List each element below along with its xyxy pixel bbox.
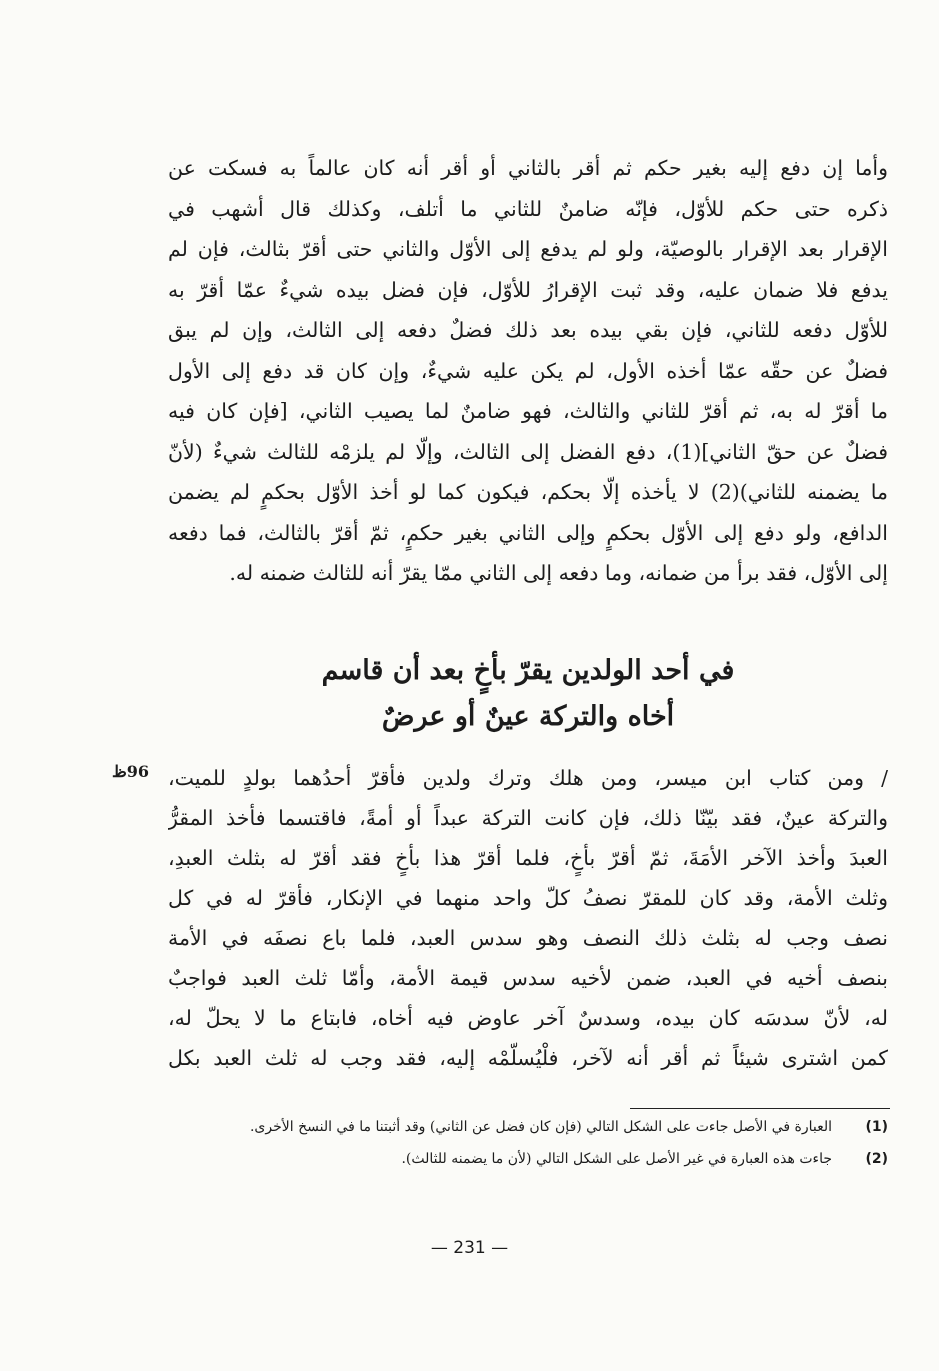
paragraph-1 (168, 148, 888, 594)
text-line: وأما إن دفع إليه بغير حكم ثم أقر بالثاني أو أقر أنه كان عالماً به فسكت عن (168, 156, 888, 180)
footnotes (168, 1114, 888, 1178)
text-line: للأوّل دفعه للثاني، فإن بقي بيده بعد ذلك فضلٌ دفعه إلى الثالث، وإن لم يبق (168, 318, 888, 342)
text-line: إلى الأوّل، فقد برأ من ضمانه، وما دفعه إلى الثاني ممّا يقرّ أنه للثالث ضمنه له. (229, 561, 888, 585)
heading-line: في أحد الولدين يقرّ بأخٍ بعد أن قاسم (321, 655, 735, 686)
text-line: ما يضمنه للثاني)(2) لا يأخذه إلّا بحكم، فيكون كما لو أخذ الأوّل بحكمٍ لم يضمن (168, 480, 888, 504)
text-line: ما أقرّ له به، ثم أقرّ للثاني والثالث، فهو ضامنٌ لما يصيب الثاني، [فإن كان فيه (168, 399, 888, 423)
footnote (168, 1146, 888, 1172)
text-line: الإقرار بعد الإقرار بالوصيّة، ولو لم يدفع إلى الأوّل والثاني حتى أقرّ بثالث، فإن لم (168, 237, 888, 261)
footnote-number: (2) (865, 1151, 888, 1167)
page-number: — 231 — (430, 1238, 509, 1258)
footnote-text: العبارة في الأصل جاءت على الشكل التالي (فإن كان فضل عن الثاني) وقد أثبتنا ما في النسخ الأخرى. (249, 1119, 832, 1135)
text-line: نصف وجب له بثلث ذلك النصف وهو سدس العبد، فلما باع نصفَه في الأمة (168, 926, 888, 950)
text-line: ذكره حتى حكم للأوّل، فإنّه ضامنٌ للثاني ما أتلف، وكذلك قال أشهب في (168, 196, 888, 221)
text-line: والتركة عينٌ، فقد بيّنّا ذلك، فإن كانت التركة عبداً أو أمةً، فاقتسما فأخذ المقرُّ (168, 806, 888, 830)
text-line: وثلث الأمة، وقد كان للمقرّ نصفُ كلّ واحد منهما في الإنكار، فأقرّ له في كل (168, 886, 888, 910)
text-line: يدفع فلا ضمان عليه، وقد ثبت الإقرارُ للأوّل، فإن فضل بيده شيءٌ عمّا أقرّ به (168, 277, 888, 302)
footnote-number: (1) (865, 1119, 888, 1135)
text-line: له، لأنّ سدسَه كان بيده، وسدسٌ آخر عاوض فيه أخاه، فابتاع ما لا يحلّ له، (168, 1006, 888, 1030)
text-line: فضلٌ عن حقّه عمّا أخذه الأول، لم يكن عليه شيءٌ، وإن كان قد دفع إلى الأول (168, 358, 888, 383)
footnote-text: جاءت هذه العبارة في غير الأصل على الشكل التالي (لأن ما يضمنه للثالث). (401, 1151, 832, 1167)
footnote (168, 1114, 888, 1140)
manuscript-folio-marker: 96ظ (112, 762, 150, 781)
heading-line: أخاه والتركة عينٌ أو عرضٌ (381, 701, 675, 732)
text-line: / ومن كتاب ابن ميسر، ومن هلك وترك ولدين فأقرّ أحدُهما بولدٍ للميت، (168, 766, 888, 790)
text-line: الدافع، ولو دفع إلى الأوّل بحكمٍ وإلى الثاني بغير حكمٍ، ثمّ أقرّ بالثالث، فما دفعه (168, 520, 888, 545)
text-line: العبدَ وأخذ الآخر الأمَةَ، ثمّ أقرّ بأخٍ، فلما أقرّ هذا بأخٍ فقد أقرّ له بثلث العبدِ، (168, 846, 888, 870)
text-line: بنصف أخيه في العبد، ضمن لأخيه سدس قيمة الأمة، وأمّا ثلث العبد فواجبٌ (168, 966, 888, 990)
paragraph-2 (168, 758, 888, 1078)
footnote-divider (630, 1108, 890, 1109)
text-line: كمن اشترى شيئاً ثم أقر أنه لآخر، فلْيُسلّمْه إليه، فقد وجب له ثلث العبد بكل (168, 1046, 888, 1070)
text-line: فضلٌ عن حقّ الثاني](1)، دفع الفضل إلى الثالث، وإلّا لم يلزمْه للثالث شيءٌ (لأنّ (168, 439, 888, 464)
section-heading (168, 648, 888, 740)
